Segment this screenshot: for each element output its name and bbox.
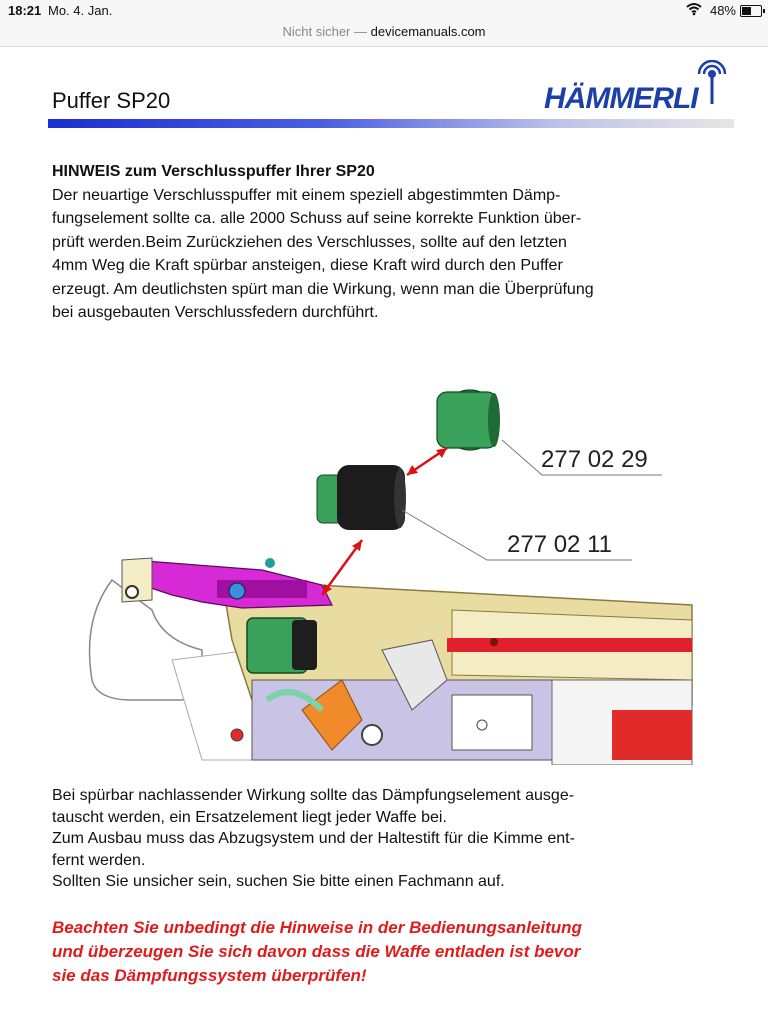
body-line: Zum Ausbau muss das Abzugsystem und der Haltestift für die Kimme ent- bbox=[52, 830, 575, 847]
body-line: Sollten Sie unsicher sein, suchen Sie bitte einen Fachmann auf. bbox=[52, 873, 505, 890]
brand-logo bbox=[544, 60, 734, 120]
intro-section bbox=[52, 160, 712, 325]
status-bar bbox=[0, 0, 768, 22]
body-line: tauscht werden, ein Ersatzelement liegt jeder Waffe bei. bbox=[52, 808, 447, 826]
battery-icon bbox=[740, 5, 762, 17]
address-bar[interactable] bbox=[0, 22, 768, 47]
warning-line: sie das Dämpfungssystem überprüfen! bbox=[52, 966, 367, 985]
part-number-label: 277 02 29 bbox=[541, 446, 648, 473]
security-indicator: Nicht sicher — bbox=[282, 24, 367, 39]
title-divider bbox=[48, 119, 734, 128]
intro-line: prüft werden.Beim Zurückziehen des Verschlusses, sollte auf den letzten bbox=[52, 233, 567, 251]
intro-line: Der neuartige Verschlusspuffer mit einem speziell abgestimmten Dämp- bbox=[52, 186, 561, 204]
intro-line: fungselement sollte ca. alle 2000 Schuss auf seine korrekte Funktion über- bbox=[52, 210, 582, 227]
warning-line: Beachten Sie unbedingt die Hinweise in der Bedienungsanleitung bbox=[52, 918, 582, 937]
body-line: Bei spürbar nachlassender Wirkung sollte das Dämpfungselement ausge- bbox=[52, 787, 575, 804]
logo-text: HÄMMERLI bbox=[544, 82, 698, 115]
warning-line: und überzeugen Sie sich davon dass die Waffe entladen ist bevor bbox=[52, 942, 581, 961]
status-date: Mo. 4. Jan. bbox=[48, 3, 113, 18]
intro-line: erzeugt. Am deutlichsten spürt man die Wirkung, wenn man die Überprüfung bbox=[52, 280, 594, 298]
url-host: devicemanuals.com bbox=[370, 24, 486, 39]
pistol-drawing bbox=[52, 380, 712, 765]
part-number-label: 277 02 11 bbox=[507, 531, 612, 558]
intro-heading: HINWEIS zum Verschlusspuffer Ihrer SP20 bbox=[52, 163, 375, 180]
body-line: fernt werden. bbox=[52, 851, 146, 869]
intro-line: bei ausgebauten Verschlussfedern durchführt. bbox=[52, 304, 379, 321]
body-text bbox=[52, 785, 712, 893]
antenna-icon bbox=[694, 60, 730, 108]
status-time: 18:21 bbox=[8, 3, 42, 18]
intro-line: 4mm Weg die Kraft spürbar ansteigen, diese Kraft wird durch den Puffer bbox=[52, 257, 563, 274]
page-title: Puffer SP20 bbox=[52, 88, 171, 113]
safety-warning bbox=[52, 916, 722, 988]
wifi-icon bbox=[686, 2, 702, 19]
battery-level-fill bbox=[742, 7, 751, 15]
pistol-cutaway-illustration bbox=[52, 380, 712, 765]
battery-percent: 48% bbox=[709, 3, 736, 18]
